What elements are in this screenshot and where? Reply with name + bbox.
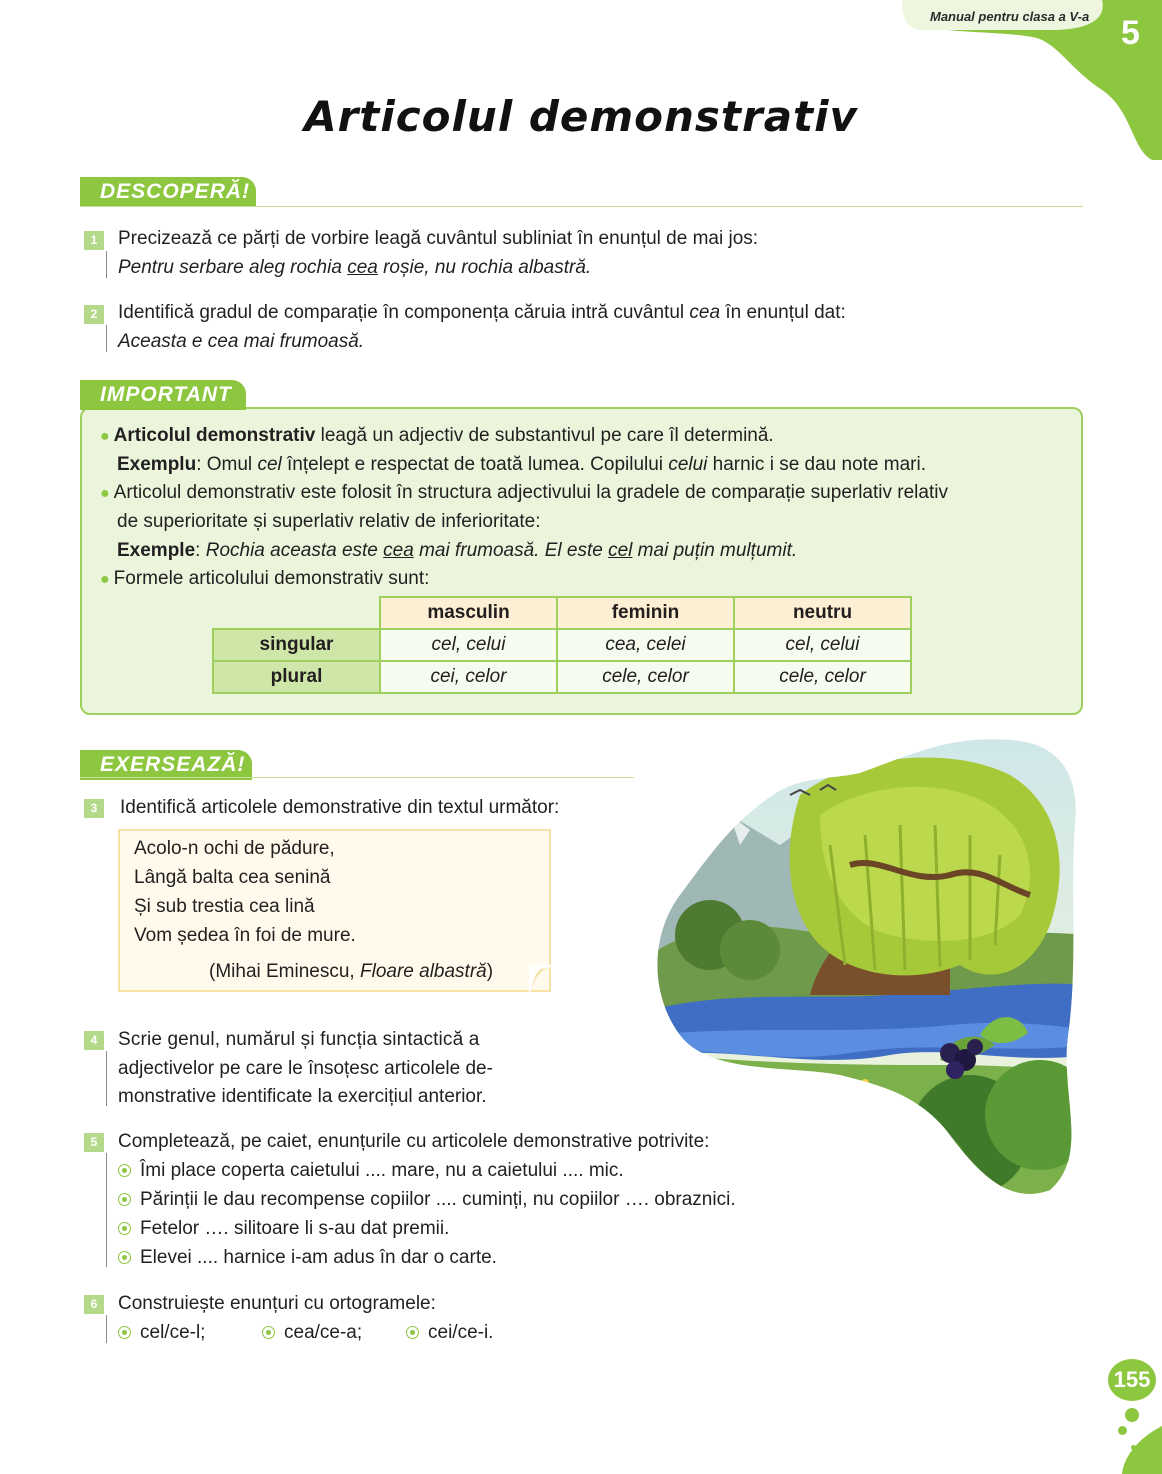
exercise-6-rule xyxy=(106,1315,107,1343)
exercise-4-rule xyxy=(106,1051,107,1106)
exercise-5-number: 5 xyxy=(84,1133,104,1152)
table-header: masculin xyxy=(380,597,557,629)
corner-leaf-decoration xyxy=(1112,1426,1162,1474)
willow-landscape-illustration xyxy=(650,735,1090,1200)
poem-page-curl xyxy=(529,965,553,993)
exercise-3-number: 3 xyxy=(84,799,104,818)
exercise-5-prompt: Completează, pe caiet, enunțurile cu articolele demonstrative potrivite: xyxy=(118,1131,710,1152)
exercise-5-rule xyxy=(106,1153,107,1267)
exerseaza-tab: EXERSEAZĂ! xyxy=(80,750,252,780)
radio-bullet-icon xyxy=(118,1193,131,1206)
important-bullet-2-cont: de superioritate și superlativ relativ de inferioritate: xyxy=(117,511,541,532)
table-cell: cea, celei xyxy=(557,629,734,661)
table-row xyxy=(213,661,911,693)
exercise-1-rule xyxy=(106,251,107,278)
radio-bullet-icon xyxy=(262,1326,275,1339)
chapter-number: 5 xyxy=(1121,14,1140,52)
exercise-4-line: adjectivelor pe care le însoțesc articolele de- xyxy=(118,1058,493,1079)
important-bullet-2: ● Articolul demonstrativ este folosit în structura adjectivului la gradele de comparație superlativ relativ xyxy=(100,482,948,503)
exercise-2-rule xyxy=(106,325,107,352)
table-header: feminin xyxy=(557,597,734,629)
table-cell: cel, celui xyxy=(380,629,557,661)
exercise-2-sentence: Aceasta e cea mai frumoasă. xyxy=(118,331,365,352)
exercise-6-item: cel/ce-l; xyxy=(118,1318,205,1347)
table-cell: cel, celui xyxy=(734,629,911,661)
exercise-4-line: Scrie genul, numărul și funcția sintactică a xyxy=(118,1029,480,1050)
exercise-5-item: Elevei .... harnice i-am adus în dar o carte. xyxy=(118,1243,497,1272)
table-cell: cele, celor xyxy=(557,661,734,693)
table-cell: cele, celor xyxy=(734,661,911,693)
exercise-3-prompt: Identifică articolele demonstrative din textul următor: xyxy=(120,797,560,818)
table-row-label: plural xyxy=(213,661,380,693)
table-header: neutru xyxy=(734,597,911,629)
exercise-5-item: Îmi place coperta caietului .... mare, nu a caietului .... mic. xyxy=(118,1156,624,1185)
descopera-tab: DESCOPERĂ! xyxy=(80,177,256,207)
radio-bullet-icon xyxy=(118,1164,131,1177)
poem-line: Și sub trestia cea lină xyxy=(134,896,315,917)
exercise-2-prompt: Identifică gradul de comparație în componența căruia intră cuvântul cea în enunțul dat: xyxy=(118,302,846,323)
important-bullet-3: ● Formele articolului demonstrativ sunt: xyxy=(100,568,430,589)
manual-label: Manual pentru clasa a V-a xyxy=(930,9,1090,24)
important-bullet-1: ● Articolul demonstrativ leagă un adjectiv de substantivul pe care îl determină. xyxy=(100,425,774,446)
exercise-6-item: cea/ce-a; xyxy=(262,1318,362,1347)
exercise-6-number: 6 xyxy=(84,1295,104,1314)
exerseaza-divider xyxy=(80,777,634,778)
table-cell: cei, celor xyxy=(380,661,557,693)
underlined-word: cea xyxy=(347,257,378,278)
exercise-4-number: 4 xyxy=(84,1031,104,1050)
poem-line: Acolo-n ochi de pădure, xyxy=(134,838,335,859)
page-number: 155 xyxy=(1108,1359,1156,1401)
exercise-1-sentence: Pentru serbare aleg rochia cea roșie, nu rochia albastră. xyxy=(118,257,592,278)
exercise-1-prompt: Precizează ce părți de vorbire leagă cuvântul subliniat în enunțul de mai jos: xyxy=(118,228,759,249)
poem-attribution: (Mihai Eminescu, Floare albastră) xyxy=(209,961,494,982)
demonstrative-forms-table xyxy=(212,596,912,694)
decorative-dot xyxy=(1125,1408,1139,1422)
important-example-2: Exemple: Rochia aceasta este cea mai frumoasă. El este cel mai puțin mulțumit. xyxy=(117,540,798,561)
poem-line: Lângă balta cea senină xyxy=(134,867,331,888)
radio-bullet-icon xyxy=(118,1251,131,1264)
exercise-1-number: 1 xyxy=(84,231,104,250)
exercise-6-item: cei/ce-i. xyxy=(406,1318,493,1347)
table-header-row xyxy=(213,597,911,629)
descopera-divider xyxy=(80,206,1083,207)
exercise-4-line: monstrative identificate la exercițiul anterior. xyxy=(118,1086,487,1107)
radio-bullet-icon xyxy=(118,1326,131,1339)
important-example-1: Exemplu: Omul cel înțelept e respectat de toată lumea. Copilului celui harnic i se dau note mari. xyxy=(117,454,927,475)
exercise-2-number: 2 xyxy=(84,305,104,324)
table-row xyxy=(213,629,911,661)
radio-bullet-icon xyxy=(406,1326,419,1339)
radio-bullet-icon xyxy=(118,1222,131,1235)
important-tab: IMPORTANT xyxy=(80,380,246,410)
exercise-5-item: Părinții le dau recompense copiilor .... cuminți, nu copiilor …. obraznici. xyxy=(118,1185,736,1214)
exercise-5-item: Fetelor …. silitoare li s-au dat premii. xyxy=(118,1214,449,1243)
table-row-label: singular xyxy=(213,629,380,661)
exercise-6-prompt: Construiește enunțuri cu ortogramele: xyxy=(118,1293,436,1314)
poem-line: Vom ședea în foi de mure. xyxy=(134,925,356,946)
page-title: Articolul demonstrativ xyxy=(304,92,858,141)
